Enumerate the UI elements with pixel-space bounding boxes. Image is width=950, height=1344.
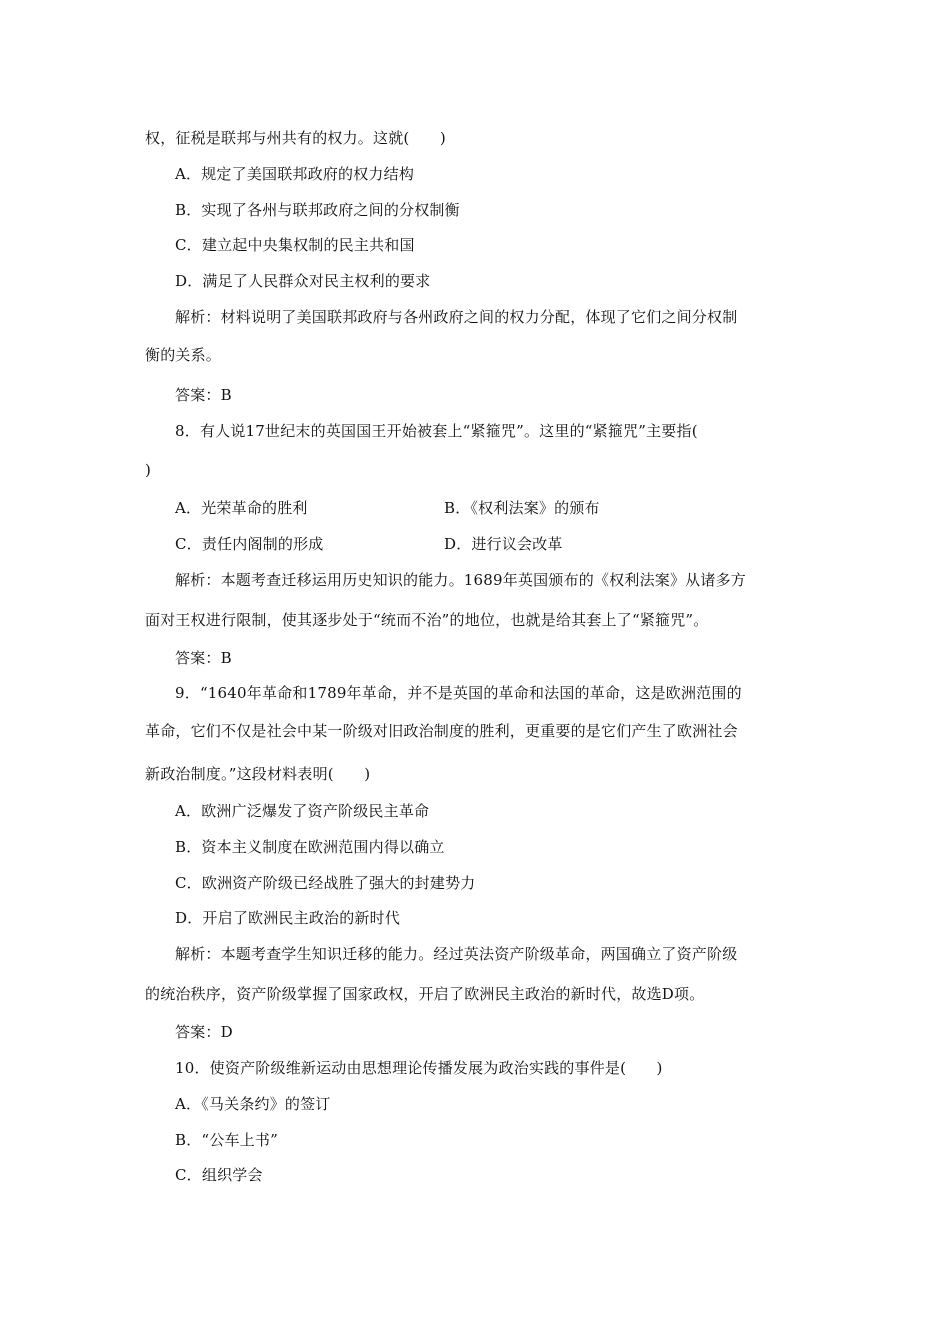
q9-analysis-line1: 解析：本题考查学生知识迁移的能力。经过英法资产阶级革命，两国确立了资产阶级 <box>175 945 738 963</box>
q7-analysis-line2: 衡的关系。 <box>145 346 222 364</box>
q9-option-d: D．开启了欧洲民主政治的新时代 <box>175 909 401 927</box>
q8-option-b: B．《权利法案》的颁布 <box>444 499 600 517</box>
q7-option-a: A．规定了美国联邦政府的权力结构 <box>175 165 415 183</box>
q9-analysis-line2: 的统治秩序，资产阶级掌握了国家政权，开启了欧洲民主政治的新时代，故选D项。 <box>145 985 705 1003</box>
q8-stem-line2: ) <box>145 461 152 479</box>
q8-stem-line1: 8．有人说17世纪末的英国国王开始被套上“紧箍咒”。这里的“紧箍咒”主要指( <box>175 422 698 440</box>
q9-stem-line1: 9．“1640年革命和1789年革命，并不是英国的革命和法国的革命，这是欧洲范围的 <box>175 684 742 702</box>
q10-option-a: A．《马关条约》的签订 <box>175 1095 331 1113</box>
q9-stem-line3: 新政治制度。”这段材料表明( ) <box>145 765 371 783</box>
q7-stem-tail: 权，征税是联邦与州共有的权力。这就( ) <box>145 129 446 147</box>
q8-analysis-line1: 解析：本题考查迁移运用历史知识的能力。1689年英国颁布的《权利法案》从诸多方 <box>175 571 746 589</box>
q7-option-b: B．实现了各州与联邦政府之间的分权制衡 <box>175 201 460 219</box>
q10-option-c: C．组织学会 <box>175 1166 263 1184</box>
q9-answer: 答案：D <box>175 1023 233 1041</box>
q10-option-b: B．“公车上书” <box>175 1131 278 1149</box>
q9-option-b: B．资本主义制度在欧洲范围内得以确立 <box>175 838 445 856</box>
q9-stem-line2: 革命，它们不仅是社会中某一阶级对旧政治制度的胜利，更重要的是它们产生了欧洲社会 <box>145 722 738 740</box>
q7-analysis-line1: 解析：材料说明了美国联邦政府与各州政府之间的权力分配，体现了它们之间分权制 <box>175 308 738 326</box>
q10-stem: 10．使资产阶级维新运动由思想理论传播发展为政治实践的事件是( ) <box>175 1059 663 1077</box>
q8-answer: 答案：B <box>175 649 232 667</box>
q8-analysis-line2: 面对王权进行限制，使其逐步处于“统而不治”的地位，也就是给其套上了“紧箍咒”。 <box>145 611 709 629</box>
q8-option-a: A．光荣革命的胜利 <box>175 499 308 517</box>
q9-option-c: C．欧洲资产阶级已经战胜了强大的封建势力 <box>175 874 476 892</box>
q8-option-d: D．进行议会改革 <box>444 535 563 553</box>
q7-answer: 答案：B <box>175 386 232 404</box>
q7-option-d: D．满足了人民群众对民主权利的要求 <box>175 272 431 290</box>
q9-option-a: A．欧洲广泛爆发了资产阶级民主革命 <box>175 802 430 820</box>
q7-option-c: C．建立起中央集权制的民主共和国 <box>175 236 415 254</box>
q8-option-c: C．责任内阁制的形成 <box>175 535 324 553</box>
